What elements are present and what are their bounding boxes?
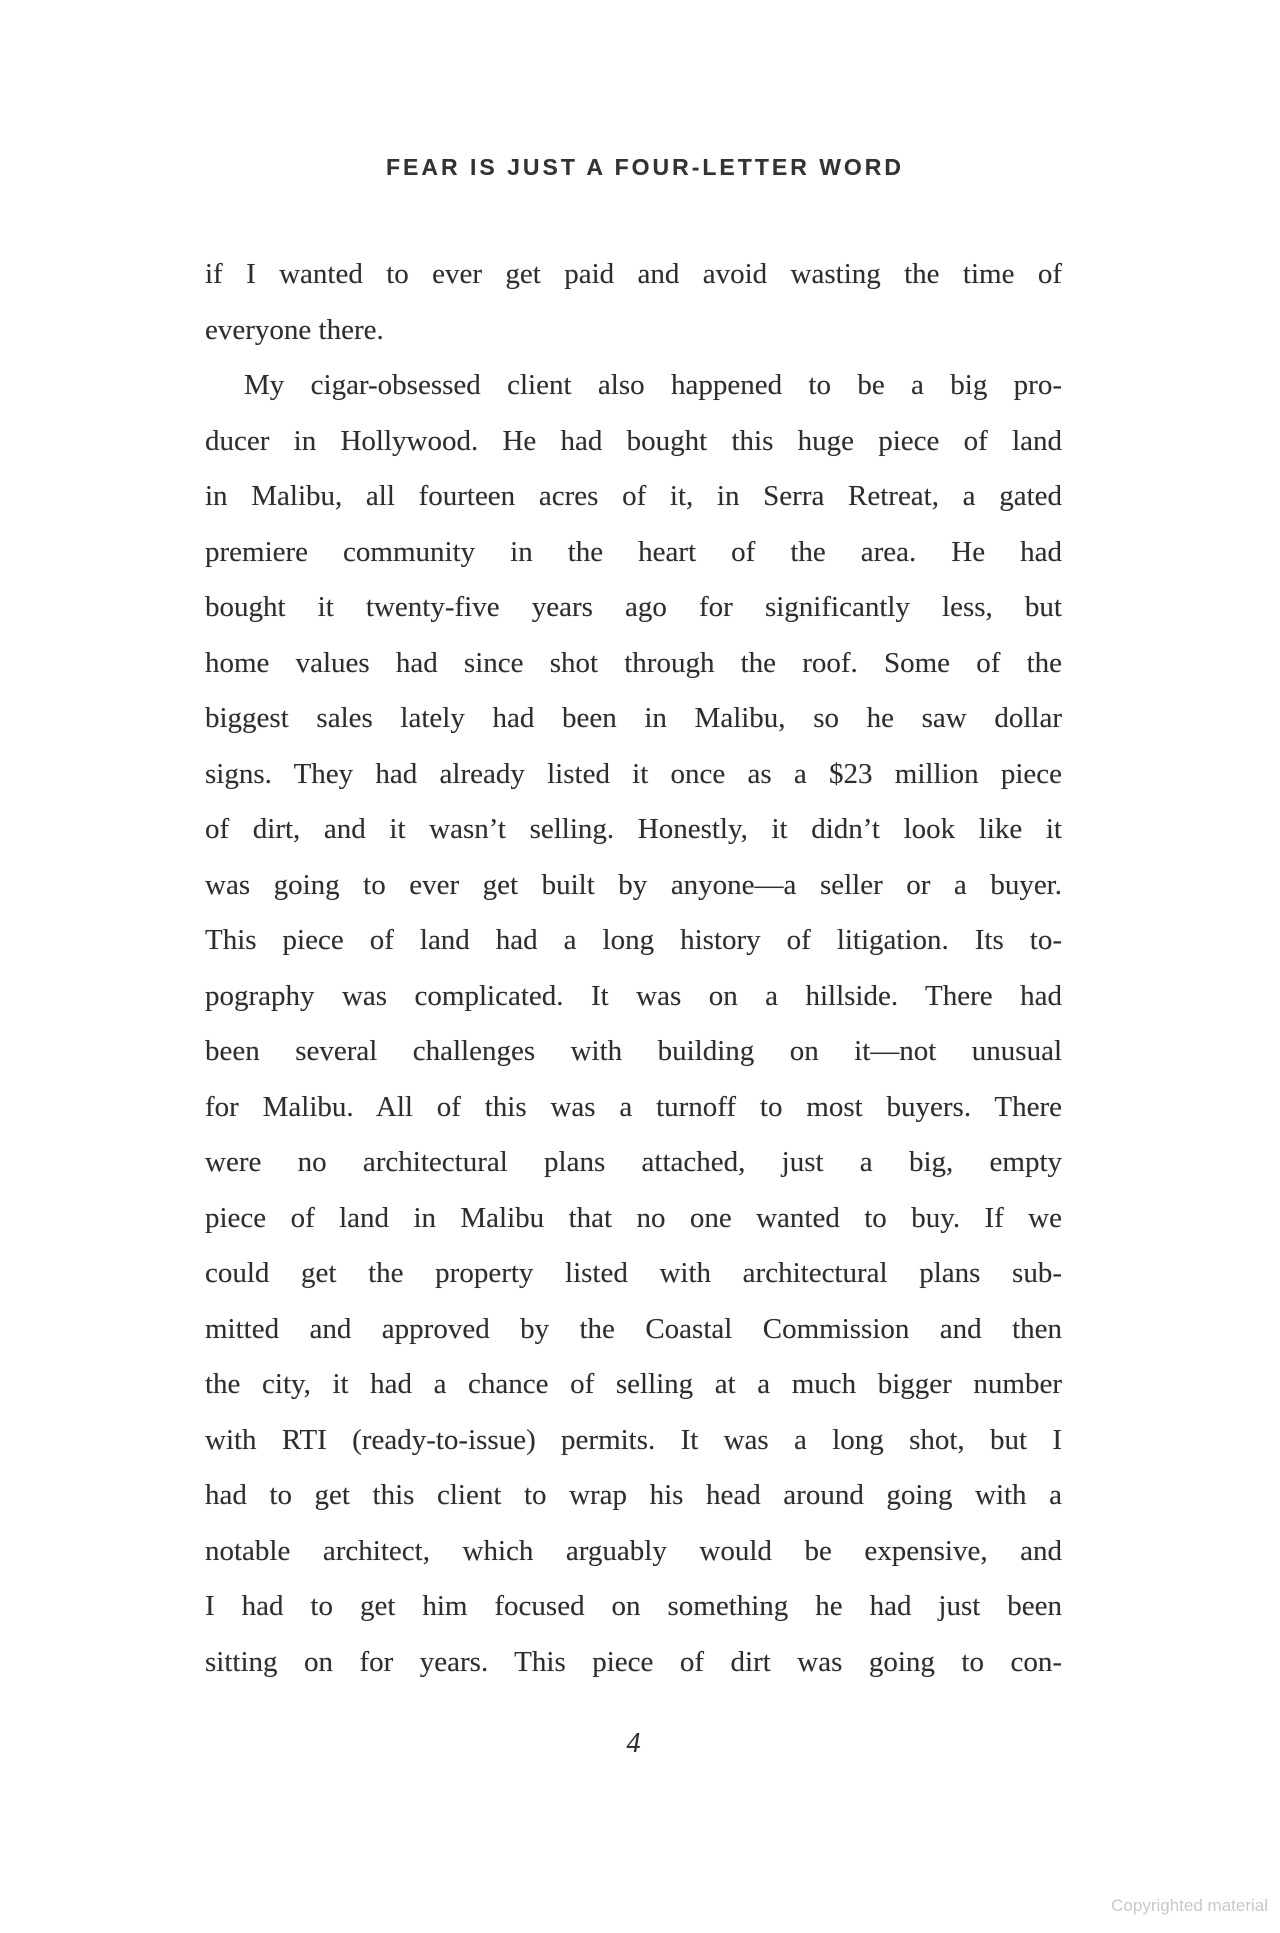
body-line: piece of land in Malibu that no one wanted to buy. If we — [205, 1201, 1062, 1234]
body-line: in Malibu, all fourteen acres of it, in Serra Retreat, a gated — [205, 480, 1062, 512]
body-line: was going to ever get built by anyone—a seller or a buyer. — [205, 868, 1062, 901]
body-line: bought it twenty-five years ago for significantly less, but — [205, 591, 1062, 623]
body-line: of dirt, and it wasn’t selling. Honestly, it didn’t look like it — [205, 813, 1062, 845]
body-line: premiere community in the heart of the area. He had — [205, 535, 1062, 568]
body-line: signs. They had already listed it once as a $23 million piece — [205, 757, 1062, 790]
page-number: 4 — [626, 1728, 641, 1759]
body-line: with RTI (ready-to-issue) permits. It was a long shot, but I — [205, 1423, 1062, 1456]
body-line: could get the property listed with architectural plans sub- — [205, 1257, 1062, 1289]
body-text — [205, 247, 1062, 1690]
body-line: mitted and approved by the Coastal Commission and then — [205, 1312, 1062, 1345]
copyright-watermark: Copyrighted material — [1111, 1896, 1268, 1915]
body-line: home values had since shot through the roof. Some of the — [205, 646, 1062, 679]
body-line: ducer in Hollywood. He had bought this huge piece of land — [205, 424, 1062, 457]
body-line: been several challenges with building on it—not unusual — [205, 1035, 1062, 1067]
body-line: if I wanted to ever get paid and avoid wasting the time of — [205, 258, 1062, 290]
body-line: for Malibu. All of this was a turnoff to most buyers. There — [205, 1090, 1062, 1123]
body-line: everyone there. — [205, 313, 384, 346]
body-line: biggest sales lately had been in Malibu, so he saw dollar — [205, 702, 1062, 734]
body-line: were no architectural plans attached, just a big, empty — [205, 1146, 1062, 1178]
body-line: had to get this client to wrap his head around going with a — [205, 1479, 1062, 1511]
body-line: pography was complicated. It was on a hillside. There had — [205, 979, 1062, 1012]
running-header: FEAR IS JUST A FOUR-LETTER WORD — [385, 154, 905, 180]
body-line: I had to get him focused on something he had just been — [205, 1590, 1062, 1622]
body-line: My cigar-obsessed client also happened to be a big pro- — [244, 369, 1062, 401]
body-line: notable architect, which arguably would be expensive, and — [205, 1534, 1062, 1567]
body-line: sitting on for years. This piece of dirt was going to con- — [205, 1645, 1062, 1678]
body-line: This piece of land had a long history of litigation. Its to- — [205, 924, 1062, 956]
body-line: the city, it had a chance of selling at a much bigger number — [205, 1368, 1062, 1400]
